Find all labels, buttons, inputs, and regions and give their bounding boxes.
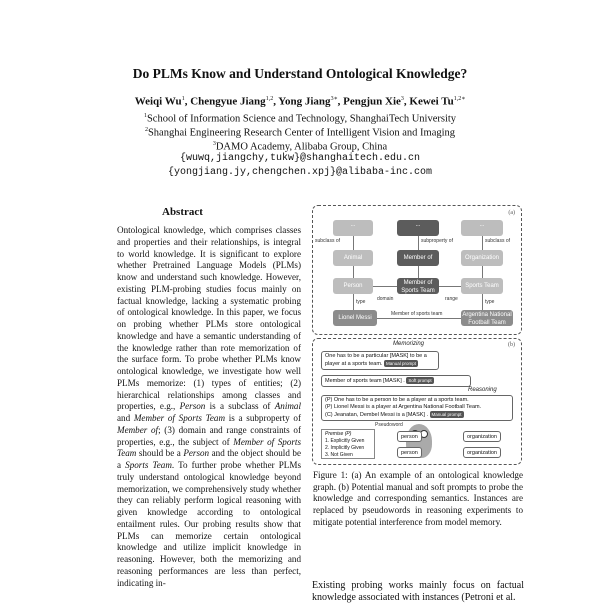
graph-edge [353, 236, 354, 250]
graph-edge [482, 294, 483, 310]
edge-label: type [356, 299, 366, 305]
result-person: person [397, 447, 422, 458]
abstract-run: ; (3) domain and range constraints of properties, e.g., the subject of [117, 424, 301, 447]
abstract-run: should be a [136, 448, 184, 459]
graph-edge [377, 318, 461, 319]
graph-node: ... [333, 220, 373, 236]
reasoning-label: Reasoning [468, 387, 497, 393]
abstract-run: . To further probe whether PLMs truly understand ontological knowledge beyond memorization, we comprehensively study whether they can reliably perform logical reasoning with given knowledge according to ontological entailment rules. Our probing results show that PLMs can memorize certain ontological knowledge and utilize implicit knowledge in reasoning. However, both the memorizing and reasoning performances are less than perfect, indicating in- [117, 460, 301, 588]
graph-edge [353, 294, 354, 310]
graph-node: ... [397, 220, 439, 236]
prompt-text: One has to be a particular [MASK] to be a player at a sports team. [325, 353, 427, 367]
aff-text: School of Information Science and Technology, ShanghaiTech University [146, 113, 457, 125]
body-paragraph: Existing probing works mainly focus on factual knowledge associated with instances (Petroni et al. [312, 580, 524, 603]
abstract-italic: Member of Sports Team [117, 436, 301, 459]
reasoning-line: (P) Lionel Messi is a player at Argentina National Football Team. [325, 404, 482, 410]
author-sup: 3∗ [330, 96, 338, 102]
aff-text: Shanghai Engineering Research Center of Intelligent Vision and Imaging [147, 127, 456, 139]
prompt-text: Member of sports team [MASK] . [325, 378, 405, 384]
result-organization: organization [463, 447, 501, 458]
graph-edge [353, 266, 354, 278]
abstract-italic: Animal [274, 401, 301, 412]
graph-edge [482, 266, 483, 278]
graph-node: Animal [333, 250, 373, 266]
graph-node: Lionel Messi [333, 310, 377, 326]
edge-label: subclass of [315, 238, 341, 244]
author-name: Pengjun Xie [343, 95, 401, 108]
graph-node: Member of Sports Team [397, 278, 439, 294]
figure-caption: Figure 1: (a) An example of an ontological knowledge graph. (b) Potential manual and soft prompts to probe the knowledge and corresponding semantics. Instances are replaced by pseudowords in reasoning experiments to mitigate potential interference from model memory. [313, 470, 523, 527]
legend-title: Premise (P) [325, 431, 352, 437]
abstract-italic: Person [183, 448, 210, 459]
author-name: Kewei Tu [409, 95, 454, 108]
graph-edge [418, 236, 419, 250]
graph-node: Person [333, 278, 373, 294]
author-sup: 3 [400, 96, 404, 102]
memorizing-label: Memorizing [393, 341, 425, 347]
author-name: Weiqi Wu [134, 95, 182, 108]
soft-prompt-box [321, 375, 471, 387]
edge-label: domain [377, 296, 394, 302]
abstract-italic: Sports Team [125, 460, 172, 470]
email-line[interactable]: {yongjiang.jy,chengchen.xpj}@alibaba-inc.com [167, 167, 433, 178]
result-person: person [397, 431, 422, 442]
abstract-run: and [117, 413, 134, 423]
panel-tag: (b) [508, 342, 515, 348]
aff-sup: 1 [143, 113, 147, 119]
prompt-chip: Manual prompt [386, 361, 417, 366]
figure-1 [312, 205, 522, 463]
email-line[interactable]: {wuwq,jiangchy,tukw}@shanghaitech.edu.cn [179, 153, 421, 164]
author-name: Chengyue Jiang [190, 95, 266, 108]
abstract-run: is a subproperty of [225, 413, 302, 423]
author-name: Yong Jiang [278, 95, 331, 108]
abstract-run: is a subclass of [205, 401, 275, 412]
panel-tag: (a) [508, 210, 515, 216]
abstract-italic: Member of [117, 424, 159, 435]
legend-item: 3. Not Given [325, 452, 353, 458]
paper-title: Do PLMs Know and Understand Ontological Knowledge? [132, 66, 468, 81]
panel-a-ontology-graph [312, 205, 522, 335]
legend-item: 1. Explicitly Given [325, 438, 365, 444]
abstract-run: Ontological knowledge, which comprises classes and properties and their relationships, is integral to world knowledge. It is significant to explore whether Pretrained Language Models (PLMs) know and understand such knowledge. However, existing PLM-probing studies focus mainly on factual knowledge, lacking a systematic probing of ontological knowledge. In this paper, we focus on probing whether PLMs store ontological knowledge and have a semantic understanding of the knowledge rather than rote memorization of the surface form. To probe whether PLMs know ontological knowledge, we investigate how well PLMs memorize: (1) types of entities; (2) hierarchical relationships among classes and properties, e.g., [117, 225, 301, 412]
graph-node: Organization [461, 250, 503, 266]
author-sup: 1 [181, 96, 185, 102]
edge-label: subclass of [485, 238, 511, 244]
panel-b-probing-prompts [312, 338, 522, 465]
graph-edge [418, 266, 419, 278]
abstract-text [117, 225, 301, 589]
result-organization: organization [463, 431, 501, 442]
abstract-run: and the object should be a [117, 448, 301, 470]
reasoning-line-wrap [325, 411, 509, 419]
author-sup: 1,2∗ [453, 96, 466, 102]
abstract-italic: Person [179, 401, 206, 412]
aff-sup: 2 [144, 127, 148, 133]
edge-label: type [485, 299, 495, 305]
prompt-chip: Soft prompt [408, 378, 432, 383]
graph-edge [482, 236, 483, 250]
graph-node: Member of [397, 250, 439, 266]
graph-node: ... [461, 220, 503, 236]
premise-legend [321, 429, 375, 459]
affiliation [0, 138, 600, 154]
reasoning-prompt-box [321, 395, 513, 421]
edge-label: Member of sports team [391, 311, 443, 317]
aff-text: DAMO Academy, Alibaba Group, China [215, 141, 388, 153]
abstract-italic: Member of Sports Team [133, 413, 226, 423]
author-sup: 1,2 [265, 96, 274, 102]
edge-label: range [445, 296, 458, 302]
reasoning-line: (C) Jeanatan, Dembel Messi is a [MASK] . [325, 412, 429, 418]
graph-node: Sports Team [461, 278, 503, 294]
graph-node: Argentina National Football Team [462, 312, 512, 326]
graph-edge [373, 286, 397, 287]
prompt-chip: Manual prompt [431, 412, 462, 417]
edge-label: subproperty of [421, 238, 453, 244]
pseudoword-label: Pseudoword [375, 422, 403, 428]
aff-sup: 3 [212, 141, 216, 147]
reasoning-line: (P) One has to be a person to be a player at a sports team. [325, 397, 469, 403]
graph-edge [439, 286, 461, 287]
legend-item: 2. Implicitly Given [325, 445, 365, 451]
abstract-heading: Abstract [162, 206, 203, 218]
author-list: Weiqi Wu$^1$, Chengyue Jiang$^{1,2}$, Yong Jiang$^{3∗}$, Pengjun Xie$^3$, Kewei $Tu^{1,2∗}$ [134, 95, 466, 108]
manual-prompt-box [321, 351, 439, 370]
